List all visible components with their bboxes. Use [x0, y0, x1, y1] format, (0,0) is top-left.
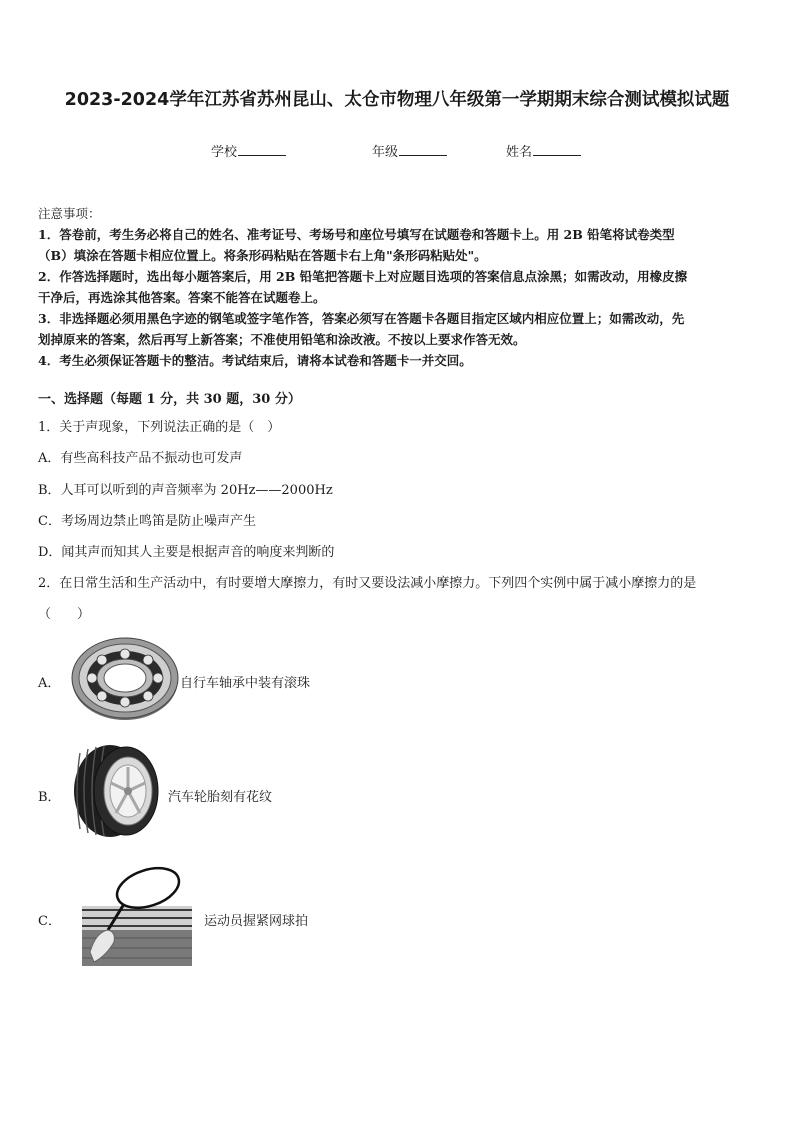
notes-block: [38, 203, 760, 371]
question-2-option-c-text: 运动员握紧网球拍: [204, 914, 309, 929]
question-2-stem: 2．在日常生活和生产活动中，有时要增大摩擦力，有时又要设法减小摩擦力。下列四个实例中属于减小摩擦力的是: [38, 576, 697, 591]
note-line: 1．答卷前，考生务必将自己的姓名、准考证号、考场号和座位号填写在试题卷和答题卡上。用 2B 铅笔将试卷类型: [38, 227, 675, 242]
name-blank: [533, 143, 581, 156]
school-field: [211, 141, 286, 160]
section-heading: 一、选择题（每题 1 分，共 30 题，30 分）: [38, 392, 301, 407]
grade-blank: [399, 143, 447, 156]
note-line: 3．非选择题必须用黑色字迹的钢笔或签字笔作答，答案必须写在答题卡各题目指定区域内相应位置上；如需改动，先: [38, 311, 685, 326]
ball-bearing-image: [70, 634, 180, 722]
grade-field: [372, 141, 447, 160]
question-2-option-b-text: 汽车轮胎刻有花纹: [168, 790, 273, 805]
question-2-option-b-label: B．: [38, 790, 61, 805]
car-tire-image: [70, 743, 162, 839]
name-label: 姓名: [506, 145, 533, 160]
note-line: 划掉原来的答案，然后再写上新答案；不准使用铅笔和涂改液。不按以上要求作答无效。: [38, 332, 526, 347]
question-2-option-a-text: 自行车轴承中装有滚珠: [180, 676, 311, 691]
grade-label: 年级: [372, 145, 399, 160]
question-1-option-d: D．闻其声而知其人主要是根据声音的响度来判断的: [38, 545, 335, 560]
tennis-racket-image: [80, 866, 192, 966]
note-line: 2．作答选择题时，选出每小题答案后，用 2B 铅笔把答题卡上对应题目选项的答案信息点涂黑；如需改动，用橡皮擦: [38, 269, 688, 284]
question-1-stem: 1．关于声现象，下列说法正确的是（ ）: [38, 420, 281, 435]
note-line: （B）填涂在答题卡相应位置上。将条形码粘贴在答题卡右上角"条形码粘贴处"。: [38, 248, 487, 263]
exam-title: 2023-2024学年江苏省苏州昆山、太仓市物理八年级第一学期期末综合测试模拟试题: [64, 90, 730, 110]
question-2-option-a-label: A．: [38, 676, 61, 691]
school-label: 学校: [211, 145, 238, 160]
name-field: [506, 141, 581, 160]
question-1-option-b: B．人耳可以听到的声音频率为 20Hz——2000Hz: [38, 483, 333, 498]
notes-heading: 注意事项：: [38, 206, 101, 221]
question-2-option-c-label: C．: [38, 914, 61, 929]
question-1-option-a: A．有些高科技产品不振动也可发声: [38, 451, 243, 466]
note-line: 干净后，再选涂其他答案。答案不能答在试题卷上。: [38, 290, 326, 305]
question-2-stem-bracket: （ ）: [38, 607, 91, 622]
note-line: 4．考生必须保证答题卡的整洁。考试结束后，请将本试卷和答题卡一并交回。: [38, 353, 472, 368]
question-1-option-c: C．考场周边禁止鸣笛是防止噪声产生: [38, 514, 256, 529]
school-blank: [238, 143, 286, 156]
